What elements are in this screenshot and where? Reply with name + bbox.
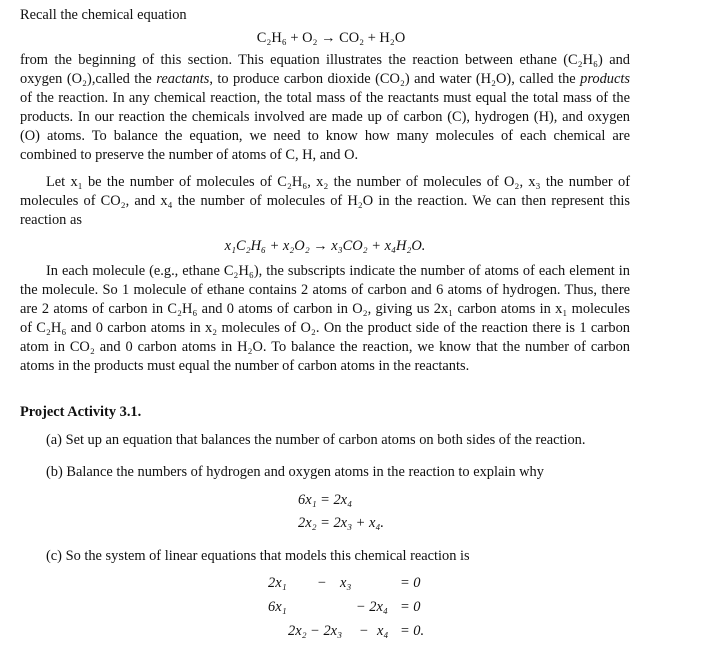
activity-title: Project Activity 3.1. <box>20 404 142 420</box>
sys-row3-term2: x₄ <box>377 623 389 639</box>
activity-part-c: (c) So the system of linear equations that models this chemical reaction is <box>46 548 470 564</box>
sys-row3-rhs: = 0. <box>400 623 425 639</box>
sys-row3-op: − <box>359 623 369 639</box>
body-part-a: from the beginning of this section. This equation illustrates the reaction between ethane (C₂H₆) and oxygen (O₂),called the <box>20 52 630 87</box>
paragraph-variables <box>20 173 630 256</box>
sys-row1-term1: 2x₁ <box>268 575 287 591</box>
sys-row2-rhs: = 0 <box>400 599 421 615</box>
sys-row3-term1: 2x₂ − 2x₃ <box>288 623 343 639</box>
paragraph-chemical-equation <box>20 6 630 165</box>
activity-part-b: (b) Balance the numbers of hydrogen and oxygen atoms in the reaction to explain why <box>46 464 544 480</box>
intro-text: Recall the chemical equation <box>20 7 187 23</box>
chemical-equation: C₂H₆ + O₂ → CO₂ + H₂O <box>256 30 406 46</box>
body-part-c: of the reaction. In any chemical reaction, the total mass of the reactants must equal the total mass of the products. In our reaction the chemicals involved are made up of carbon (C), hydrogen (H), and oxygen (O) atoms. To balance the equation, we need to know how many molecules of each chemical are combined to preserve the number of atoms of C, H, and O. <box>20 90 630 163</box>
variable-equation: x₁C₂H₆ + x₂O₂ → x₃CO₂ + x₄H₂O. <box>224 238 426 254</box>
products-term: products <box>580 71 630 87</box>
paragraph-body <box>20 51 630 165</box>
hydrogen-equation: 6x₁ = 2x₄ <box>298 492 353 508</box>
sys-row1-rhs: = 0 <box>400 575 421 591</box>
paragraph-atoms <box>20 262 630 376</box>
oxygen-equation: 2x₂ = 2x₃ + x₄. <box>298 515 384 531</box>
sys-row1-term2: x₃ <box>340 575 352 591</box>
body-part-b: , to produce carbon dioxide (CO₂) and water (H₂O), called the <box>209 71 576 87</box>
atoms-text: In each molecule (e.g., ethane C₂H₆), the subscripts indicate the number of atoms of each element in the molecule. So 1 molecule of ethane contains 2 atoms of carbon and 6 atoms of hydrogen. Thus, there are 2 atoms of carbon in C₂H₆ and 0 atoms of carbon in O₂, giving us 2x₁ carbon atoms in x₁ molecules of C₂H₆ and 0 carbon atoms in x₂ molecules of O₂. On the product side of the reaction there is 1 carbon atom in CO₂ and 0 carbon atoms in H₂O. To balance the reaction, we know that the number of carbon atoms in the products must equal the number of carbon atoms in the reactants. <box>20 263 630 374</box>
activity-part-a: (a) Set up an equation that balances the number of carbon atoms on both sides of the reaction. <box>46 432 586 448</box>
variables-text: Let x₁ be the number of molecules of C₂H₆, x₂ the number of molecules of O₂, x₃ the number of molecules of CO₂, and x₄ the number of molecules of H₂O in the reaction. We can then represent this reaction as <box>20 174 630 228</box>
reactants-term: reactants <box>156 71 210 87</box>
sys-row2-term1: 6x₁ <box>268 599 287 615</box>
sys-row2-term2: − 2x₄ <box>356 599 388 615</box>
sys-row1-op: − <box>317 575 327 591</box>
linear-system <box>0 574 724 644</box>
